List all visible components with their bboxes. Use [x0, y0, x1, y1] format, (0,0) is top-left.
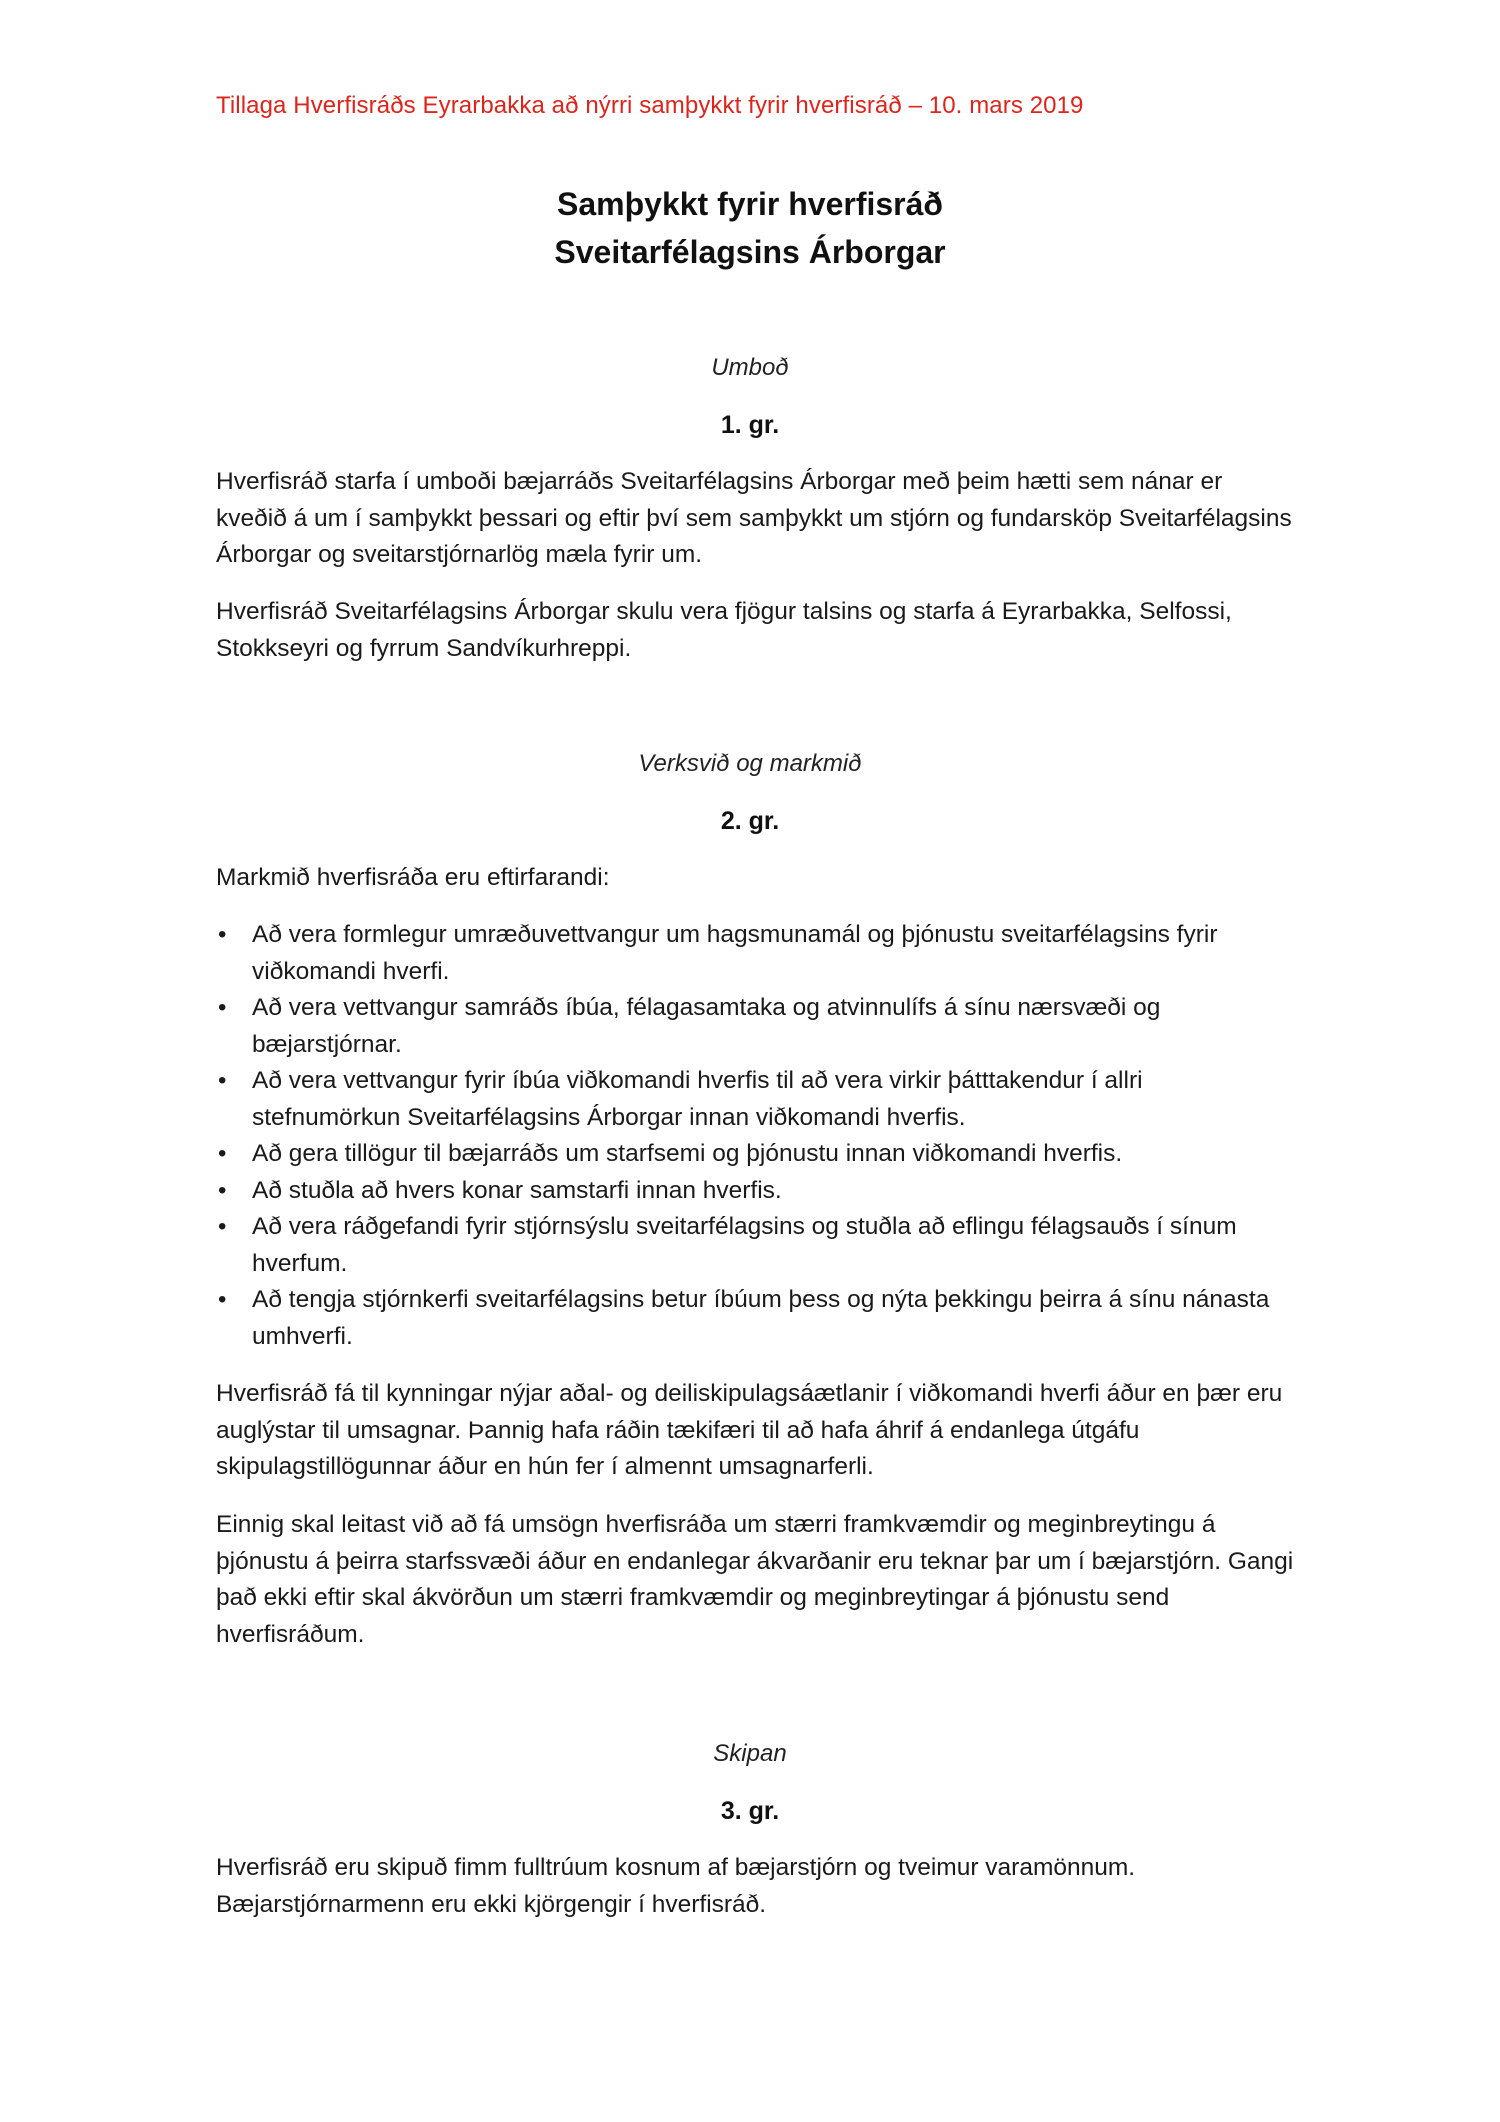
section-heading-umbod: Umboð	[711, 354, 789, 381]
article-number-3: 3. gr.	[720, 1797, 780, 1825]
article-1-paragraph-1: Hverfisráð starfa í umboði bæjarráðs Sveitarfélagsins Árborgar með þeim hætti sem nánar er kveðið á um í samþykkt þessari og eftir því sem samþykkt um stjórn og fundarsköp Sveitarfélagsins Árborgar og sveitarstjórnarlög mæla fyrir um.	[216, 468, 1292, 568]
article-2-paragraph-1: Hverfisráð fá til kynningar nýjar aðal- og deiliskipulagsáætlanir í viðkomandi hverfi áður en þær eru auglýstar til umsagnar. Þannig hafa ráðin tækifæri til að hafa áhrif á endanlega útgáfu skipulagstillögunnar áður en hún fer í almennt umsagnarferli.	[216, 1380, 1283, 1480]
list-item: • Að stuðla að hvers konar samstarfi innan hverfis.	[216, 1173, 1296, 1210]
article-number-1: 1. gr.	[720, 411, 780, 439]
bullet-icon: •	[218, 921, 227, 948]
list-item: • Að vera vettvangur samráðs íbúa, félagasamtaka og atvinnulífs á sínu nærsvæði og bæjarstjórnar.	[216, 990, 1296, 1063]
article-2-intro: Markmið hverfisráða eru eftirfarandi:	[216, 864, 610, 891]
bullet-icon: •	[218, 1140, 227, 1167]
list-item: • Að gera tillögur til bæjarráðs um starfsemi og þjónustu innan viðkomandi hverfis.	[216, 1136, 1296, 1173]
bullet-icon: •	[218, 994, 227, 1021]
bullet-icon: •	[218, 1213, 227, 1240]
document-title-line-1: Samþykkt fyrir hverfisráð	[557, 186, 943, 222]
document-title	[0, 180, 1500, 276]
list-item: • Að vera formlegur umræðuvettvangur um hagsmunamál og þjónustu sveitarfélagsins fyrir viðkomandi hverfi.	[216, 917, 1296, 990]
list-item: • Að tengja stjórnkerfi sveitarfélagsins betur íbúum þess og nýta þekkingu þeirra á sínu nánasta umhverfi.	[216, 1282, 1296, 1355]
article-3-paragraph-1: Hverfisráð eru skipuð fimm fulltrúum kosnum af bæjarstjórn og tveimur varamönnum. Bæjarstjórnarmenn eru ekki kjörgengir í hverfisráð.	[216, 1854, 1136, 1918]
list-item: • Að vera vettvangur fyrir íbúa viðkomandi hverfis til að vera virkir þátttakendur í allri stefnumörkun Sveitarfélagsins Árborgar innan viðkomandi hverfis.	[216, 1063, 1296, 1136]
bullet-icon: •	[218, 1286, 227, 1313]
article-2-paragraph-2: Einnig skal leitast við að fá umsögn hverfisráða um stærri framkvæmdir og meginbreytingu á þjónustu á þeirra starfssvæði áður en endanlegar ákvarðanir eru teknar þar um í bæjarstjórn. Gangi það ekki eftir skal ákvörðun um stærri framkvæmdir og meginbreytingar á þjónustu send hverfisráðum.	[216, 1511, 1294, 1648]
list-item: • Að vera ráðgefandi fyrir stjórnsýslu sveitarfélagsins og stuðla að eflingu félagsauðs í sínum hverfum.	[216, 1209, 1296, 1282]
bullet-icon: •	[218, 1176, 227, 1204]
document-title-line-2: Sveitarfélagsins Árborgar	[554, 234, 946, 270]
section-heading-skipan: Skipan	[713, 1740, 787, 1767]
section-heading-verksvid: Verksvið og markmið	[638, 750, 862, 777]
bullet-icon: •	[218, 1067, 227, 1094]
article-1-paragraph-2: Hverfisráð Sveitarfélagsins Árborgar skulu vera fjögur talsins og starfa á Eyrarbakka, Selfossi, Stokkseyri og fyrrum Sandvíkurhreppi.	[216, 598, 1232, 662]
article-number-2: 2. gr.	[720, 807, 780, 835]
goals-bullet-list	[216, 917, 1296, 1355]
proposal-header-note: Tillaga Hverfisráðs Eyrarbakka að nýrri samþykkt fyrir hverfisráð – 10. mars 2019	[216, 92, 1084, 119]
